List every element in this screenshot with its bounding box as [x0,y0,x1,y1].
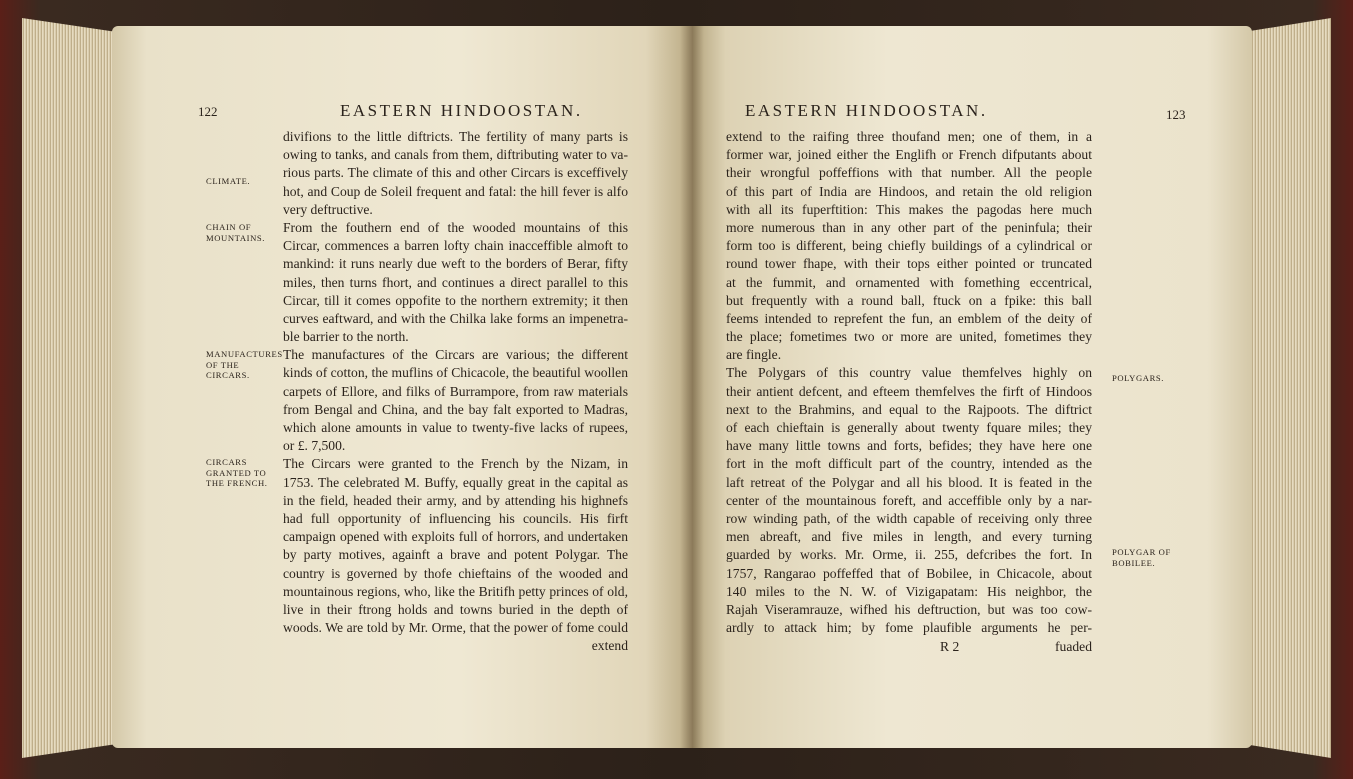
text-line: campaign opened with exploits full of horrors, and undertaken [283,529,628,545]
text-line: curves eaftward, and with the Chilka lake forms an impenetra- [283,310,628,326]
text-line: ble barrier to the north. [283,329,409,345]
margin-note-polygars: POLYGARS. [1112,373,1165,383]
text-line: of this part of India are Hindoos, and retain the old religion [726,183,1092,199]
text-line: hot, and Coup de Soleil frequent and fatal: the hill fever is alfo [283,183,628,199]
margin-note-circars-granted: CIRCARS GRANTED TO THE FRENCH. [206,457,268,488]
text-line: owing to tanks, and canals from them, diftributing water to va- [283,147,628,163]
text-line: woods. We are told by Mr. Orme, that the power of fome could [283,620,628,636]
text-line: center of the mountainous foreft, and acceffible only by a nar- [726,492,1092,508]
text-line: had full opportunity of influencing his councils. His firft [283,510,628,526]
text-line: row winding path, of the width capable of receiving only three [726,510,1092,526]
text-line: round tower fhape, with their tops either pointed or truncated [726,256,1092,272]
text-line: or £. 7,500. [283,438,346,454]
text-line: 1757, Rangarao poffeffed that of Bobilee, in Chicacole, about [726,565,1092,581]
text-line: From the fouthern end of the wooded mountains of this [283,219,628,235]
text-line: their wrongful poffeffions with that number. All the people [726,165,1092,181]
text-line: from Bengal and China, and the bay falt exported to Madras, [283,401,628,417]
right-page-edges [1239,18,1331,758]
text-line: by party motives, againft a brave and potent Polygar. The [283,547,628,563]
margin-note-climate: CLIMATE. [206,176,251,186]
text-line: of each chieftain is generally about twenty fquare miles; they [726,420,1092,435]
text-line: form too is different, being chiefly buildings of a cylindrical or [726,238,1092,254]
text-line: extend [591,638,628,654]
margin-note-manufactures: MANUFACTURES OF THE CIRCARS. [206,349,283,380]
text-line: live in their ftrong holds and towns buried in the depth of [283,601,628,617]
text-line: but frequently with a round ball, ftuck on a fpike: this ball [726,292,1092,308]
text-line: feems intended to reprefent the fun, an emblem of the deity of [726,310,1092,326]
left-page-edges [22,18,122,758]
right-body-text [726,128,1092,637]
text-line: divifions to the little diftricts. The fertility of many parts is [283,129,628,144]
text-line: 140 miles to the N. W. of Vizigapatam: His neighbor, the [726,583,1092,599]
text-line: the place; fometimes two or more are united, fometimes they [726,329,1092,345]
text-line: their antient defcent, and efteem themfelves the firft of Hindoos [726,383,1092,399]
margin-note-chain-of-mountains: CHAIN OF MOUNTAINS. [206,222,266,243]
text-line: are fingle. [726,347,782,363]
text-line: next to the Brahmins, and equal to the Rajpoots. The diftrict [726,401,1092,417]
right-page-number: 123 [1166,107,1186,122]
left-page-number: 122 [198,104,218,119]
text-line: which alone amounts in value to twenty-five lacks of rupees, [283,420,628,435]
text-line: carpets of Ellore, and filks of Burrampore, from raw materials [283,383,628,399]
margin-note-polygar-of-bobilee: POLYGAR OF BOBILEE. [1112,547,1171,568]
text-line: mankind: it runs nearly due weft to the borders of Berar, fifty [283,256,628,272]
text-line: fort in the moft difficult part of the country, intended as the [726,456,1092,472]
text-line: in the field, headed their army, and by attending his highnefs [283,492,628,508]
text-line: country is governed by thofe chieftains of the wooded and [283,565,628,581]
left-running-head: EASTERN HINDOOSTAN. [340,101,583,120]
left-body-text [283,128,628,655]
catchword: fuaded [1055,639,1092,654]
text-line: The manufactures of the Circars are various; the different [283,347,628,363]
text-line: 1753. The celebrated M. Buffy, equally great in the capital as [283,474,628,490]
text-line: Rajah Viseramrauze, wifhed his deftruction, but was too cow- [726,601,1092,617]
text-line: ardly to attack him; by fome plaufible arguments he per- [726,620,1092,636]
text-line: laft retreat of the Polygar and all his blood. It is feated in the [726,474,1092,490]
text-line: Circar, till it comes oppofite to the northern extremity; it then [283,292,628,308]
text-line: Circar, commences a barren lofty chain inacceffible almoft to [283,238,628,254]
right-running-head: EASTERN HINDOOSTAN. [745,101,988,120]
text-line: have many little towns and forts, befides; they have here one [726,438,1092,454]
text-line: men abreaft, and five miles in length, and every turning [726,529,1092,545]
text-line: The Polygars of this country value themfelves highly on [726,365,1092,381]
text-line: rious parts. The climate of this and other Circars is exceffively [283,165,628,181]
text-line: kinds of cotton, the muflins of Chicacole, the beautiful woollen [283,365,628,381]
text-line: at the fummit, and ornamented with fomething eccentrical, [726,274,1092,290]
text-line: mountainous regions, who, like the Britifh petty princes of old, [283,583,628,599]
text-line: former war, joined either the Englifh or French difputants about [726,147,1092,163]
book-gutter [680,26,704,748]
signature-mark: R 2 [940,639,960,654]
text-line: The Circars were granted to the French by the Nizam, in [283,456,628,472]
text-line: very deftructive. [283,201,373,217]
text-line: more numerous than in any other part of the peninfula; their [726,219,1092,235]
text-line: miles, then turns fhort, and continues a direct parallel to this [283,274,628,290]
text-line: with all its fuperftition: This makes the pagodas here much [726,201,1092,217]
text-line: extend to the raifing three thoufand men; one of them, in a [726,129,1092,144]
text-line: guarded by works. Mr. Orme, ii. 255, defcribes the fort. In [726,547,1092,563]
